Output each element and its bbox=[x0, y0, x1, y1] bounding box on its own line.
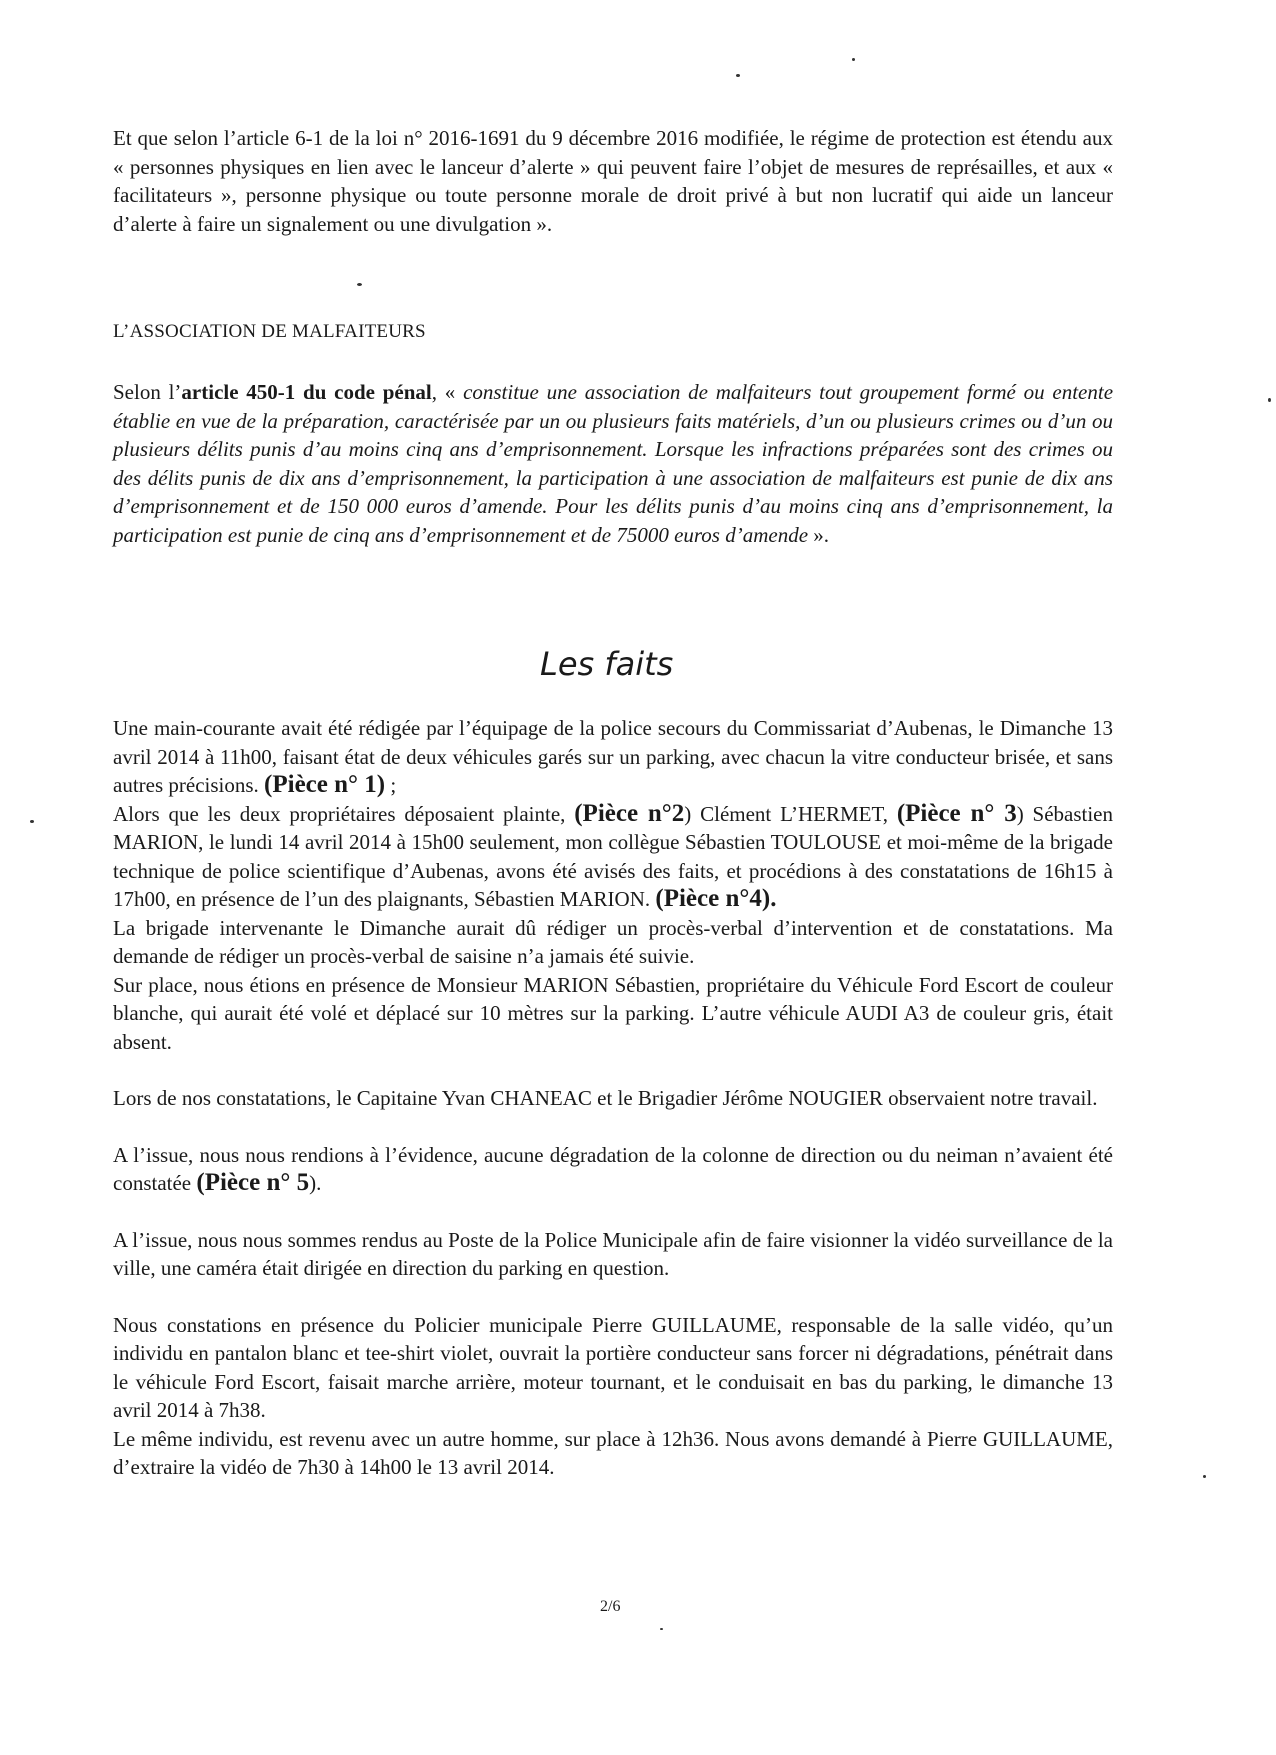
article-quote: constitue une association de malfaiteurs tout groupement formé ou entente établie en vue de la préparation, caractérisée par un ou plusieurs faits matériels, d’un ou plusieurs crimes ou d’un ou plusieurs délits punis d’au moins cinq ans d’emprisonnement. Lorsque les infractions préparées sont des crimes ou des délits punis de dix ans d’emprisonnement, la participation à une association de malfaiteurs est punie de dix ans d’emprisonnement et de 150 000 euros d’amende. Pour les délits punis d’au moins cinq ans d’emprisonnement, la participation est punie de cinq ans d’emprisonnement et de 75000 euros d’amende bbox=[113, 380, 1114, 547]
section-title-faits: Les faits bbox=[540, 645, 674, 683]
facts-text: Une main-courante avait été rédigée par l’équipage de la police secours du Commissariat d’Aubenas, le Dimanche 13 avril 2014 à 11h00, faisant état de deux véhicules garés sur un parking, avec chacun la vitre conducteur brisée, et sans autres précisions. bbox=[113, 716, 1113, 797]
scan-speck bbox=[30, 820, 34, 823]
facts-paragraph bbox=[113, 1141, 1113, 1198]
facts-text: ). bbox=[309, 1171, 322, 1195]
piece-reference: (Pièce n°4). bbox=[655, 885, 777, 912]
facts-paragraph: A l’issue, nous nous sommes rendus au Poste de la Police Municipale afin de faire visionner la vidéo surveillance de la ville, une caméra était dirigée en direction du parking en question. bbox=[113, 1227, 1113, 1280]
facts-text: ) Sébastien MARION, le lundi 14 avril 2014 à 15h00 seulement, mon collègue Sébastien TOULOUSE et moi-même de la brigade technique de police scientifique d’Aubenas, avons été avisés des faits, et procédions à des constatations de 16h15 à 17h00, en présence de l’un des plaignants, Sébastien MARION. bbox=[113, 801, 1114, 911]
facts-text: ; bbox=[385, 773, 397, 797]
facts-text: ) Clément L’HERMET, bbox=[684, 801, 897, 826]
scan-speck bbox=[1268, 398, 1271, 402]
scan-speck bbox=[736, 74, 740, 77]
facts-text: A l’issue, nous nous rendions à l’évidence, aucune dégradation de la colonne de direction ou du neiman n’avaient été constatée bbox=[113, 1142, 1113, 1195]
facts-paragraph bbox=[113, 714, 1113, 800]
piece-reference: (Pièce n°2 bbox=[574, 799, 685, 827]
piece-reference: (Pièce n° 1) bbox=[264, 771, 386, 798]
article-reference: article 450-1 du code pénal bbox=[181, 380, 432, 404]
article-end: ». bbox=[808, 522, 830, 547]
facts-text: Alors que les deux propriétaires déposaient plainte, bbox=[113, 801, 575, 826]
facts-paragraph: Sur place, nous étions en présence de Monsieur MARION Sébastien, propriétaire du Véhicule Ford Escort de couleur blanche, qui aurait été volé et déplacé sur 10 mètres sur la parking. L’autre véhicule AUDI A3 de couleur gris, était absent. bbox=[113, 972, 1113, 1054]
scan-speck bbox=[1203, 1475, 1206, 1478]
paragraph-article-450 bbox=[113, 378, 1113, 549]
article-separator: , « bbox=[431, 380, 464, 404]
paragraph-whistleblower bbox=[113, 124, 1113, 238]
piece-reference: (Pièce n° 3 bbox=[896, 799, 1017, 827]
facts-body bbox=[113, 714, 1113, 1482]
section-heading-association: L’ASSOCIATION DE MALFAITEURS bbox=[113, 321, 426, 342]
facts-paragraph: Lors de nos constatations, le Capitaine Yvan CHANEAC et le Brigadier Jérôme NOUGIER observaient notre travail. bbox=[113, 1086, 1098, 1110]
scan-speck bbox=[357, 283, 362, 286]
paragraph-text: Et que selon l’article 6-1 de la loi n° 2016-1691 du 9 décembre 2016 modifiée, le régime de protection est étendu aux « personnes physiques en lien avec le lanceur d’alerte » qui peuvent faire l’objet de mesures de représailles, et aux « facilitateurs », personne physique ou toute personne morale de droit privé à but non lucratif qui aide un lanceur d’alerte à faire un signalement ou une divulgation ». bbox=[113, 126, 1113, 236]
piece-reference: (Pièce n° 5 bbox=[196, 1169, 310, 1196]
facts-paragraph bbox=[113, 800, 1113, 914]
scan-speck bbox=[852, 58, 855, 61]
page-number: 2/6 bbox=[600, 1598, 621, 1615]
facts-paragraph: Nous constations en présence du Policier municipale Pierre GUILLAUME, responsable de la salle vidéo, qu’un individu en pantalon blanc et tee-shirt violet, ouvrait la portière conducteur sans forcer ni dégradations, pénétrait dans le véhicule Ford Escort, faisait marche arrière, moteur tournant, et le conduisait en bas du parking, le dimanche 13 avril 2014 à 7h38. bbox=[113, 1312, 1113, 1422]
facts-paragraph: Le même individu, est revenu avec un autre homme, sur place à 12h36. Nous avons demandé à Pierre GUILLAUME, d’extraire la vidéo de 7h30 à 14h00 le 13 avril 2014. bbox=[113, 1426, 1113, 1479]
facts-paragraph: La brigade intervenante le Dimanche aurait dû rédiger un procès-verbal d’intervention et de constatations. Ma demande de rédiger un procès-verbal de saisine n’a jamais été suivie. bbox=[113, 915, 1113, 968]
article-intro: Selon l’ bbox=[113, 380, 182, 404]
scan-speck bbox=[660, 1628, 663, 1630]
